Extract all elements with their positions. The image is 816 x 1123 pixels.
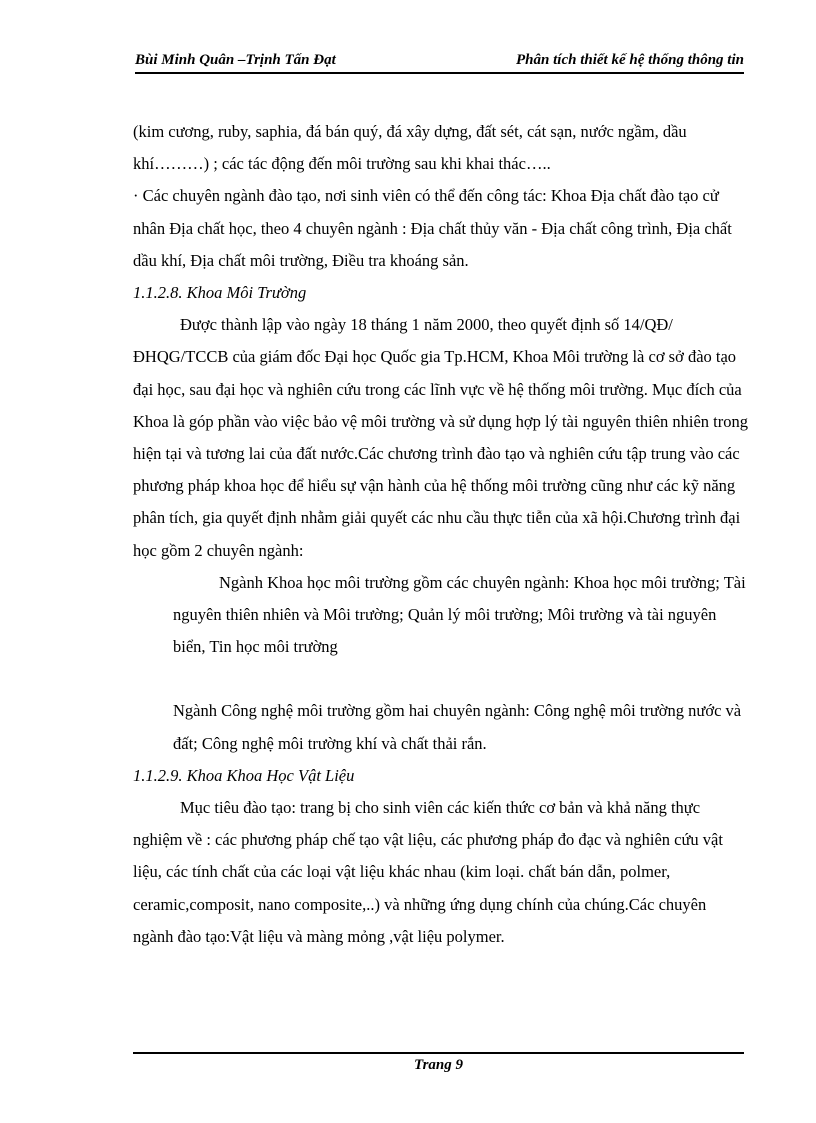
paragraph-minerals: (kim cương, ruby, saphia, đá bán quý, đá xây dựng, đất sét, cát sạn, nước ngầm, dầu khí………) ; các tác động đến môi trường sau khi khai thác….. — [133, 122, 687, 174]
header-title: Phân tích thiết kế hệ thống thông tin — [516, 52, 744, 68]
page-number: Trang 9 — [413, 1057, 464, 1073]
page-body — [133, 116, 748, 953]
paragraph-environment: Được thành lập vào ngày 18 tháng 1 năm 2000, theo quyết định số 14/QĐ/ĐHQG/TCCB của giám đốc Đại học Quốc gia Tp.HCM, Khoa Môi trường là cơ sở đào tạo đại học, sau đại học và nghiên cứu trong các lĩnh vực về hệ thống môi trường. Mục đích của Khoa là góp phần vào việc bảo vệ môi trường và sử dụng hợp lý tài nguyên thiên nhiên trong hiện tại và tương lai của đất nước.Các chương trình đào tạo và nghiên cứu tập trung vào các phương pháp khoa học để hiểu sự vận hành của hệ thống môi trường cũng như các kỹ năng phân tích, gia quyết định nhằm giải quyết các nhu cầu thực tiễn của xã hội.Chương trình đại học gồm 2 chuyên ngành: — [133, 315, 749, 560]
paragraph-geology-majors: · Các chuyên ngành đào tạo, nơi sinh viên có thể đến công tác: Khoa Địa chất đào tạo cử nhân Địa chất học, theo 4 chuyên ngành : Địa chất thủy văn - Địa chất công trình, Địa chất dầu khí, Địa chất môi trường, Điều tra khoáng sản. — [133, 186, 732, 270]
paragraph-env-technology: Ngành Công nghệ môi trường gồm hai chuyên ngành: Công nghệ môi trường nước và đất; Công nghệ môi trường khí và chất thải rắn. — [173, 701, 742, 753]
paragraph-env-science: Ngành Khoa học môi trường gồm các chuyên ngành: Khoa học môi trường; Tài nguyên thiên nhiên và Môi trường; Quản lý môi trường; Môi trường và tài nguyên biển, Tin học môi trường — [173, 572, 746, 657]
page-header — [135, 52, 744, 74]
page-footer — [133, 1052, 744, 1074]
paragraph-materials: Mục tiêu đào tạo: trang bị cho sinh viên các kiến thức cơ bản và khả năng thực nghiệm về : các phương pháp chế tạo vật liệu, các phương pháp đo đạc và nghiên cứu vật liệu, các tính chất của các loại vật liệu khác nhau (kim loại. chất bán dẫn, polmer, ceramic,composit, nano composite,..) và những ứng dụng chính của chúng.Các chuyên ngành đào tạo:Vật liệu và màng mỏng ,vật liệu polymer. — [133, 798, 723, 946]
section-heading-environment: 1.1.2.8. Khoa Môi Trường — [133, 283, 307, 303]
blank-line — [133, 663, 748, 695]
section-heading-materials: 1.1.2.9. Khoa Khoa Học Vật Liệu — [133, 765, 355, 785]
header-authors: Bùi Minh Quân –Trịnh Tấn Đạt — [135, 52, 336, 68]
